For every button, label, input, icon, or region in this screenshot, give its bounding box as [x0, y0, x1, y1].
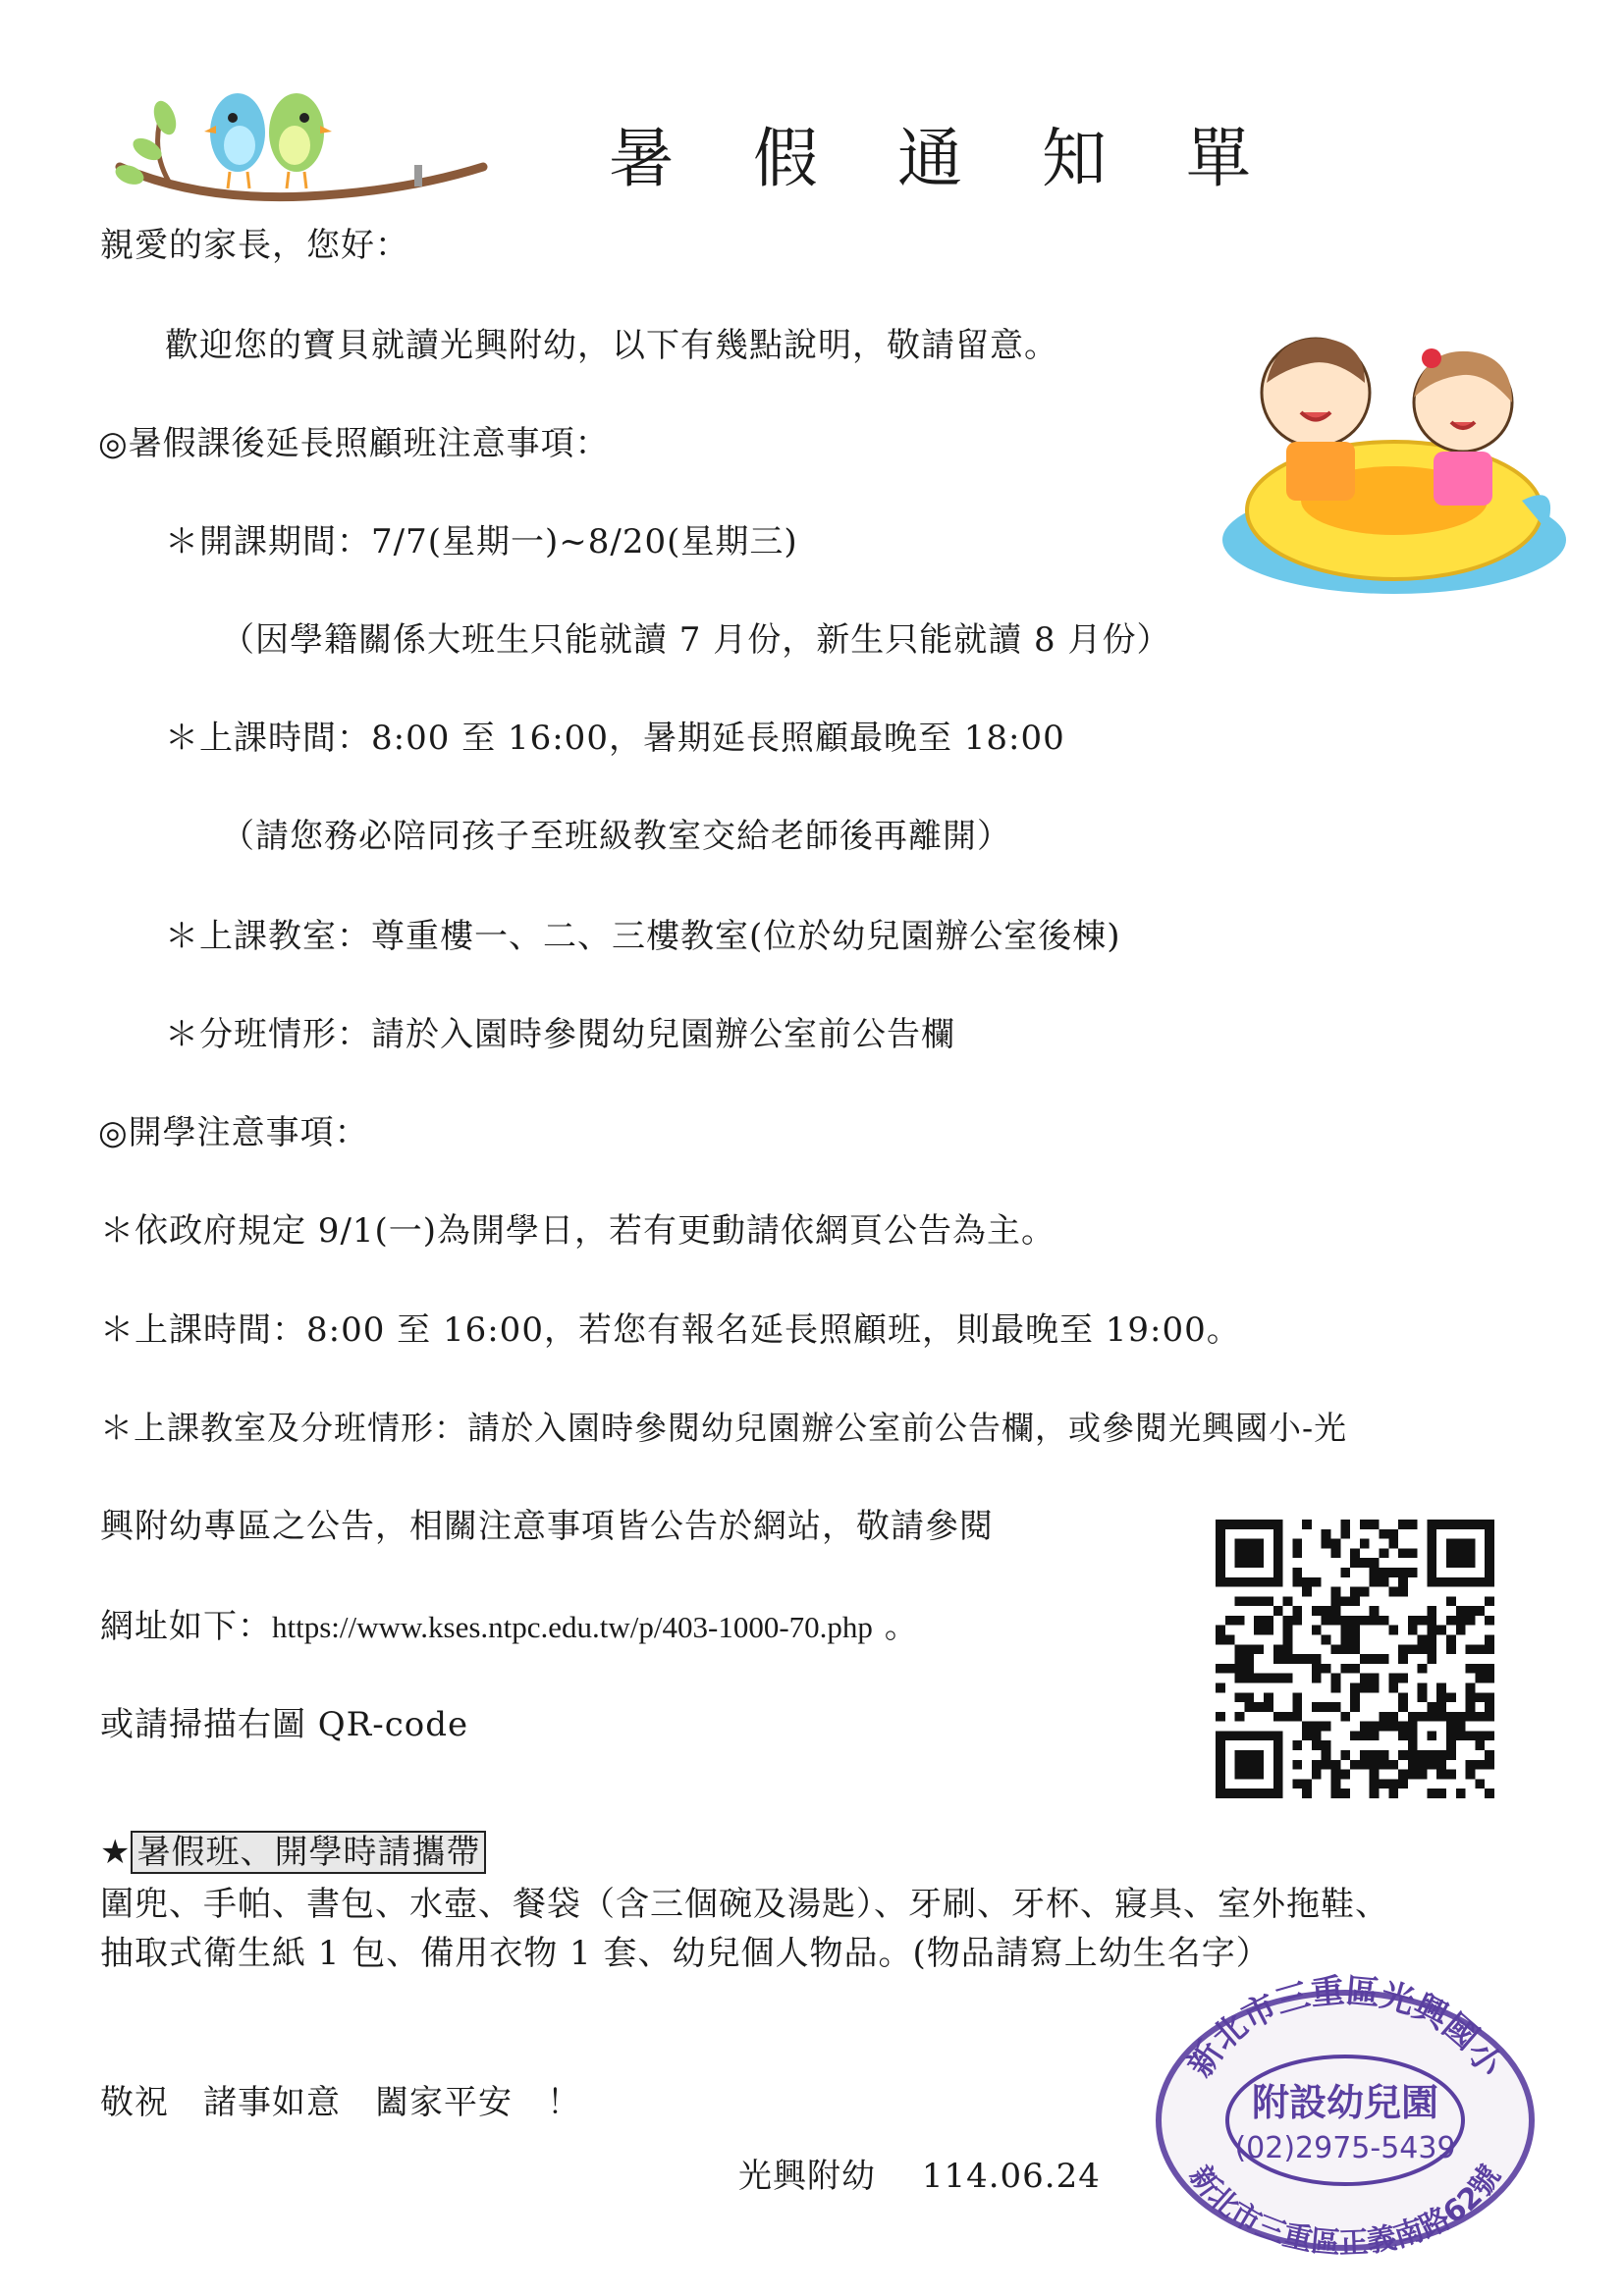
stamp-bottom-text: 新北市三重區正義南路62號: [1182, 2160, 1508, 2258]
section2-item: 興附幼專區之公告，相關注意事項皆公告於網站，敬請參閱: [100, 1507, 994, 1546]
qr-code[interactable]: [1216, 1520, 1494, 1798]
section1-item: ＊上課教室：尊重樓一、二、三樓教室(位於幼兒園辦公室後棟): [165, 917, 1121, 956]
greeting: 親愛的家長，您好：: [100, 226, 409, 265]
section1-item: ＊開課期間：7/7(星期一)~8/20(星期三): [165, 522, 798, 561]
website-link[interactable]: https://www.kses.ntpc.edu.tw/p/403-1000-70.php: [272, 1610, 873, 1644]
stamp-phone: (02)2975-5439: [1234, 2131, 1456, 2165]
section1-heading: ◎暑假課後延長照顧班注意事項：: [98, 424, 610, 463]
signature-date: 114.06.24: [921, 2157, 1101, 2196]
signature: [738, 2155, 1101, 2198]
url-suffix: 。: [872, 1607, 919, 1646]
section1-item: （請您務必陪同孩子至班級教室交給老師後再離開）: [221, 817, 1011, 856]
kids-in-swim-ring-illustration: [1218, 314, 1571, 599]
closing-greeting: 敬祝 諸事如意 闔家平安 ！: [100, 2083, 581, 2122]
star-icon: ★: [100, 1833, 132, 1872]
section2-item: ＊上課教室及分班情形：請於入園時參閱幼兒園辦公室前公告欄，或參閱光興國小-光: [100, 1409, 1348, 1447]
signature-org: 光興附幼: [738, 2157, 876, 2196]
bring-items-line1: 圍兜、手帕、書包、水壺、餐袋（含三個碗及湯匙）、牙刷、牙杯、寢具、室外拖鞋、: [100, 1885, 1389, 1924]
intro-text: 歡迎您的寶貝就讀光興附幼，以下有幾點說明，敬請留意。: [165, 326, 1058, 365]
stamp-center-text: 附設幼兒園: [1251, 2081, 1439, 2124]
url-prefix: 網址如下：: [100, 1607, 272, 1646]
section1-item: ＊分班情形：請於入園時參閱幼兒園辦公室前公告欄: [165, 1015, 955, 1054]
birds-on-branch-illustration: [110, 88, 493, 216]
section2-item: ＊依政府規定 9/1(一)為開學日，若有更動請依網頁公告為主。: [100, 1211, 1056, 1251]
website-line: [100, 1605, 919, 1649]
section2-item: ＊上課時間：8:00 至 16:00，若您有報名延長照顧班，則最晚至 19:00。: [100, 1310, 1241, 1350]
section2-heading: ◎開學注意事項：: [98, 1113, 369, 1152]
notice-title: 暑 假 通 知 單: [609, 121, 1280, 196]
bring-items-line2: 抽取式衛生紙 1 包、備用衣物 1 套、幼兒個人物品。(物品請寫上幼生名字）: [100, 1934, 1271, 1973]
bring-heading-line: [100, 1831, 486, 1874]
stamp-top-text: 新北市三重區光興國小: [1180, 1971, 1510, 2085]
section1-item: ＊上課時間：8:00 至 16:00，暑期延長照顧最晚至 18:00: [165, 719, 1065, 758]
qr-hint: 或請掃描右圖 QR-code: [100, 1705, 469, 1744]
bring-heading: 暑假班、開學時請攜帶: [131, 1831, 486, 1874]
kindergarten-seal-stamp: [1139, 1963, 1551, 2258]
section1-item: （因學籍關係大班生只能就讀 7 月份，新生只能就讀 8 月份）: [221, 620, 1171, 660]
